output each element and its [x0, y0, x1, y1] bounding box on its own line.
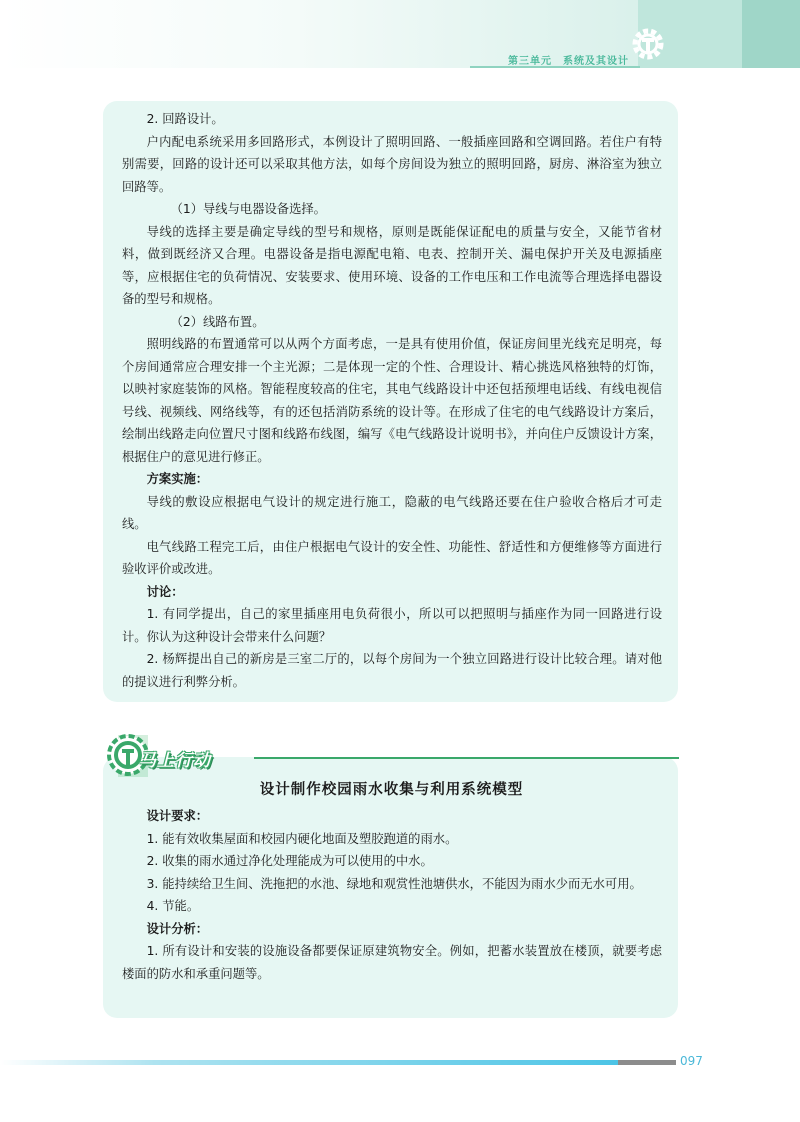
paragraph: 导线的选择主要是确定导线的型号和规格，原则是既能保证配电的质量与安全，又能节省材料，做到既经济又合理。电器设备是指电源配电箱、电表、控制开关、漏电保护开关及电源插座等，应根据住宅的负荷情况、安装要求、使用环境、设备的工作电压和工作电流等合理选择电器设备的型号和规格。: [122, 224, 662, 306]
section-body: [122, 108, 662, 693]
paragraph: 导线的敷设应根据电气设计的规定进行施工，隐蔽的电气线路还要在住户验收合格后才可走线。: [122, 494, 662, 531]
section-heading: 讨论：: [146, 584, 184, 599]
section-heading: 设计要求：: [146, 809, 209, 823]
paragraph: 户内配电系统采用多回路形式，本例设计了照明回路、一般插座回路和空调回路。若住户有特别需要，回路的设计还可以采取其他方法，如每个房间设为独立的照明回路，厨房、淋浴室为独立回路等。: [122, 134, 662, 194]
page-number: 097: [680, 1054, 703, 1068]
paragraph: 照明线路的布置通常可以从两个方面考虑，一是具有使用价值，保证房间里光线充足明亮，每个房间通常应合理安排一个主光源；二是体现一定的个性、合理设计、精心挑选风格独特的灯饰，以映衬家庭装饰的风格。智能程度较高的住宅，其电气线路设计中还包括预埋电话线、有线电视信号线、视频线、网络线等，有的还包括消防系统的设计等。在形成了住宅的电气线路设计方案后，绘制出线路走向位置尺寸图和线路布线图，编写《电气线路设计说明书》，并向住户反馈设计方案，根据住户的意见进行修正。: [122, 337, 662, 464]
page-header: [0, 0, 800, 68]
list-item: 4. 节能。: [146, 899, 200, 913]
action-title: 设计制作校园雨水收集与利用系统模型: [259, 782, 524, 798]
footer-marker: [618, 1060, 676, 1065]
section-heading: 设计分析：: [146, 921, 209, 936]
subheading: （2）线路布置。: [170, 314, 265, 329]
header-block-dark: [742, 0, 800, 68]
footer-bar: [0, 1060, 618, 1065]
paragraph: 电气线路工程完工后，由住户根据电气设计的安全性、功能性、舒适性和方便维修等方面进行验收评价或改进。: [122, 539, 662, 576]
paragraph: 1. 有同学提出，自己的家里插座用电负荷很小，所以可以把照明与插座作为同一回路进行设计。你认为这种设计会带来什么问题？: [122, 607, 662, 644]
subheading: （1）导线与电器设备选择。: [170, 202, 326, 216]
list-item: 2. 收集的雨水通过净化处理能成为可以使用的中水。: [146, 854, 433, 868]
chapter-title: 第三单元 系统及其设计: [508, 56, 629, 67]
action-label: 马上行动: [139, 751, 211, 771]
list-item: 1. 能有效收集屋面和校园内硬化地面及塑胶跑道的雨水。: [146, 831, 458, 846]
gear-icon: [628, 24, 668, 64]
paragraph: 2. 回路设计。: [146, 112, 224, 126]
section-heading: 方案实施：: [146, 472, 209, 486]
action-body: [122, 805, 662, 985]
list-item: 1. 所有设计和安装的设施设备都要保证原建筑物安全。例如，把蓄水装置放在楼顶，就要考虑楼面的防水和承重问题等。: [122, 944, 662, 981]
list-item: 3. 能持续给卫生间、洗拖把的水池、绿地和观赏性池塘供水，不能因为雨水少而无水可用。: [146, 876, 642, 891]
paragraph: 2. 杨辉提出自己的新房是三室二厅的，以每个房间为一个独立回路进行设计比较合理。请对他的提议进行利弊分析。: [122, 652, 662, 689]
